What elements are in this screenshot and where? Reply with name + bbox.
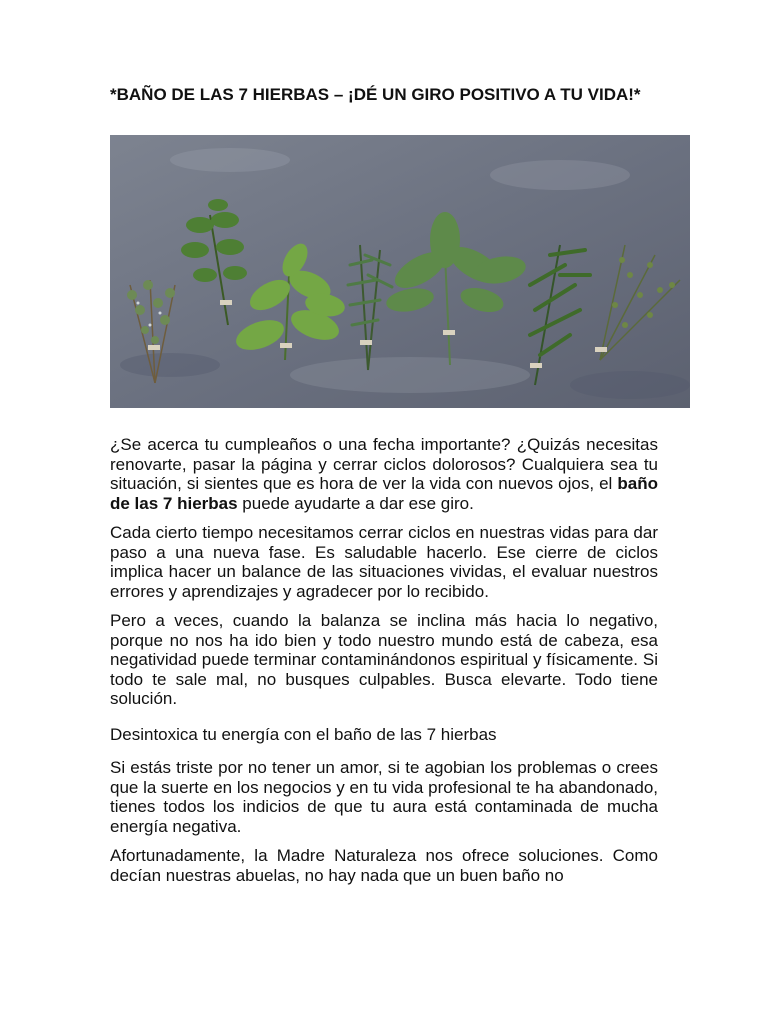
subheading: Desintoxica tu energía con el baño de las 7 hierbas: [110, 724, 497, 744]
page-title: *BAÑO DE LAS 7 HIERBAS – ¡DÉ UN GIRO POSITIVO A TU VIDA!*: [110, 85, 641, 104]
paragraph-3: Pero a veces, cuando la balanza se inclina más hacia lo negativo, porque no nos ha ido bien y todo nuestro mundo está de cabeza, esa negatividad puede terminar contaminándonos espiritual y físicamente. Si todo te sale mal, no busques culpables. Busca elevarte. Todo tiene solución.: [110, 611, 658, 708]
article-body: [110, 435, 658, 895]
paragraph-1: ¿Se acerca tu cumpleaños o una fecha importante? ¿Quizás necesitas renovarte, pasar la página y cerrar ciclos dolorosos? Cualquiera sea tu situación, si sientes que es hora de ver la vida con nuevos ojos, el baño de las 7 hierbas puede ayudarte a dar ese giro.: [110, 435, 658, 513]
paragraph-5: Afortunadamente, la Madre Naturaleza nos ofrece soluciones. Como decían nuestras abuelas, no hay nada que un buen baño no: [110, 846, 658, 885]
herbs-photo-icon: [110, 135, 690, 408]
herbs-photo: [110, 135, 690, 408]
bold-phrase: baño de las 7 hierbas: [110, 474, 658, 513]
paragraph-4: Si estás triste por no tener un amor, si te agobian los problemas o crees que la suerte en los negocios y en tu vida profesional te ha abandonado, tienes todos los indicios de que tu aura está contaminada de mucha energía negativa.: [110, 758, 658, 836]
paragraph-2: Cada cierto tiempo necesitamos cerrar ciclos en nuestras vidas para dar paso a una nueva fase. Es saludable hacerlo. Ese cierre de ciclos implica hacer un balance de las situaciones vividas, el evaluar nuestros errores y aprendizajes y agradecer por lo recibido.: [110, 523, 658, 601]
